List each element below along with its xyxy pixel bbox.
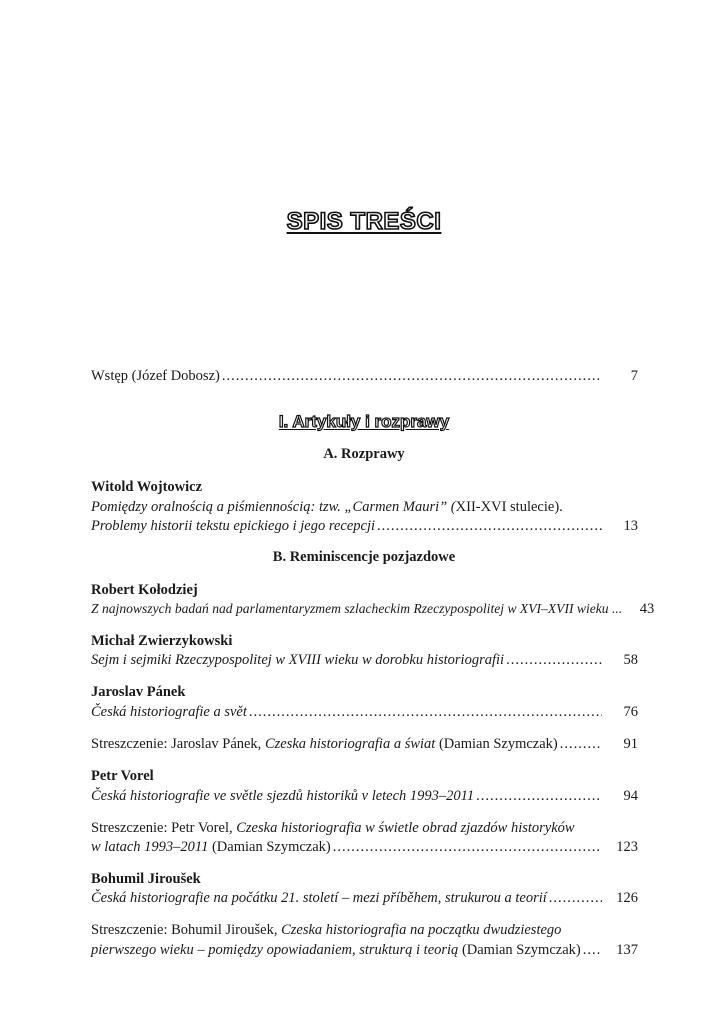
- page-title: SPIS TREŚCI: [286, 208, 442, 235]
- page-number: 43: [639, 601, 655, 617]
- title-part: XVI stulecie: [480, 499, 555, 515]
- summary-title: Czeska historiografia na początku dwudziestego: [281, 922, 562, 938]
- entry-title: Sejm i sejmiki Rzeczypospolitej w XVIII wieku w dorobku historiografii: [91, 652, 505, 668]
- entry-text: [91, 734, 558, 754]
- toc-entry[interactable]: [91, 516, 638, 536]
- entry-title-line: [91, 497, 638, 517]
- dot-leader: [549, 888, 602, 908]
- title-part: XII: [455, 499, 476, 515]
- dot-leader: [333, 837, 602, 857]
- summary-title: Czeska historiografia w świetle obrad zjazdów historyków: [236, 820, 575, 836]
- entry-author: Petr Vorel: [91, 768, 154, 784]
- toc-entry-summary[interactable]: [91, 734, 638, 754]
- dot-leader: [506, 650, 602, 670]
- dot-leader: [560, 734, 602, 754]
- summary-suffix: (Damian Szymczak): [435, 736, 558, 752]
- entry-title: Problemy historii tekstu epickiego i jego recepcji: [91, 518, 376, 534]
- page-number: 137: [616, 942, 638, 958]
- summary-title: pierwszego wieku – pomiędzy opowiadaniem, strukturą i teorią: [91, 942, 459, 958]
- entry-text: [91, 837, 331, 857]
- entry-title: Česká historiografie a svět: [91, 704, 247, 720]
- part-heading: I. Artykuły i rozprawy: [278, 412, 450, 431]
- toc-entry[interactable]: [91, 599, 655, 619]
- summary-suffix: (Damian Szymczak): [458, 942, 581, 958]
- summary-prefix: Streszczenie: Petr Vorel,: [91, 820, 237, 836]
- entry-title: Z najnowszych badań nad parlamentaryzmem szlacheckim Rzeczypospolitej w XVI–XVII wieku ...: [91, 601, 623, 616]
- toc-entry[interactable]: [91, 702, 638, 722]
- title-part: ).: [554, 499, 563, 515]
- entry-text: [91, 940, 581, 960]
- page-number: 123: [616, 839, 638, 855]
- entry-title: Česká historiografie na počátku 21. století – mezi příběhem, strukurou a teorií: [91, 890, 547, 906]
- summary-title: w latach 1993–2011: [91, 839, 209, 855]
- page-number: 94: [623, 788, 638, 804]
- dot-leader: [377, 516, 602, 536]
- summary-title: Czeska historiografia a świat: [264, 736, 436, 752]
- dot-leader: [249, 702, 602, 722]
- toc-entry-summary[interactable]: [91, 837, 638, 857]
- summary-prefix: Streszczenie: Bohumil Jiroušek,: [91, 922, 282, 938]
- toc-entry[interactable]: [91, 888, 638, 908]
- dot-leader: [476, 786, 602, 806]
- summary-line: [91, 818, 638, 838]
- dot-leader: [222, 366, 602, 386]
- toc-entry[interactable]: [91, 650, 638, 670]
- toc-entry[interactable]: [91, 786, 638, 806]
- entry-title: Česká historiografie ve světle sjezdů historiků v letech 1993–2011: [91, 788, 475, 804]
- page-number: 91: [623, 736, 638, 752]
- entry-author: Jaroslav Pánek: [91, 684, 186, 700]
- page-number: 76: [623, 704, 638, 720]
- entry-author: Bohumil Jiroušek: [91, 871, 201, 887]
- summary-line: [91, 920, 638, 940]
- dot-leader: [583, 940, 602, 960]
- entry-text: Wstęp (Józef Dobosz): [91, 368, 220, 384]
- toc-entry-intro[interactable]: [91, 366, 638, 386]
- section-heading-b: B. Reminiscencje pozjazdowe: [272, 549, 456, 565]
- summary-suffix: (Damian Szymczak): [208, 839, 331, 855]
- entry-author: Witold Wojtowicz: [91, 479, 203, 495]
- entry-author: Robert Kołodziej: [91, 582, 198, 598]
- title-part: -: [475, 499, 481, 515]
- summary-prefix: Streszczenie: Jaroslav Pánek,: [91, 736, 265, 752]
- title-part: Pomiędzy oralnością a piśmiennością: tzw. „Carmen Mauri” (: [91, 499, 456, 515]
- entry-author: Michał Zwierzykowski: [91, 633, 233, 649]
- page-number: 126: [616, 890, 638, 906]
- section-heading-a: A. Rozprawy: [323, 446, 405, 462]
- page-number: 13: [623, 518, 638, 534]
- page-number: 58: [623, 652, 638, 668]
- page-number: 7: [630, 368, 638, 384]
- toc-entry-summary[interactable]: [91, 940, 638, 960]
